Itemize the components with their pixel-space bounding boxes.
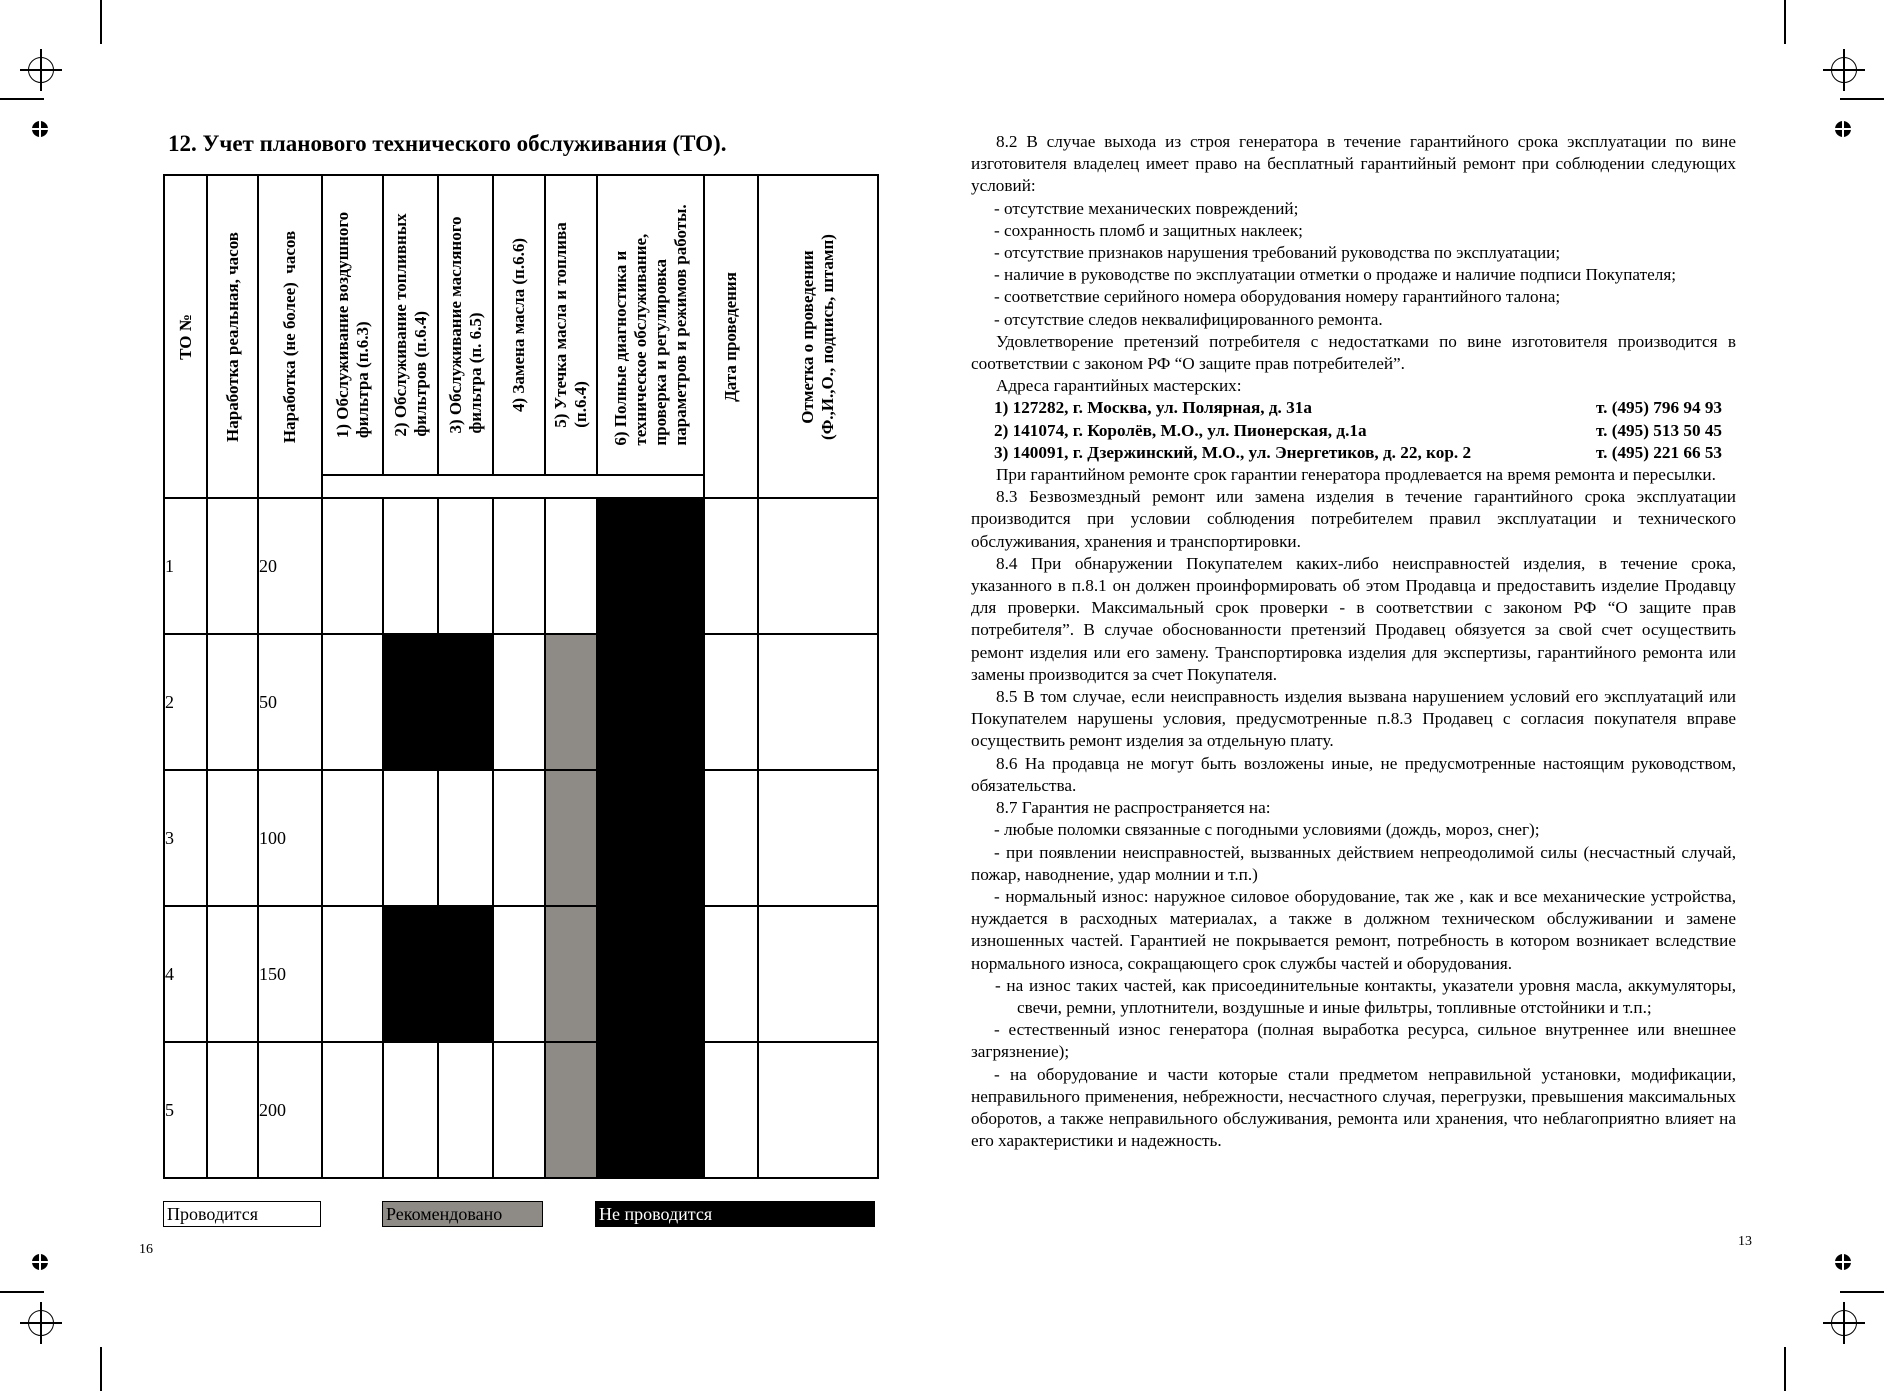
service-cell-4: [493, 770, 545, 906]
service-cell-2: [383, 906, 438, 1042]
service-cell-4: [493, 906, 545, 1042]
crop-mark: [1784, 1347, 1786, 1391]
signature-cell[interactable]: [758, 770, 878, 906]
service-cell-6: [597, 1042, 704, 1178]
max-hours: 100: [258, 770, 322, 906]
service-cell-6: [597, 770, 704, 906]
phone-number: т. (495) 796 94 93: [1596, 398, 1723, 418]
paragraph: - любые поломки связанные с погодными условиями (дождь, мороз, снег);: [994, 820, 1540, 840]
to-number: 5: [164, 1042, 207, 1178]
crop-mark: [1840, 98, 1884, 100]
service-cell-4: [493, 1042, 545, 1178]
service-cell-1: [322, 906, 383, 1042]
crop-mark: [100, 1347, 102, 1391]
to-number: 2: [164, 634, 207, 770]
paragraph: - сохранность пломб и защитных наклеек;: [994, 220, 1303, 240]
table-row: [164, 634, 878, 770]
actual-hours-cell[interactable]: [207, 498, 258, 634]
paragraph: - соответствие серийного номера оборудования номеру гарантийного талона;: [994, 287, 1561, 307]
crop-mark: [100, 0, 102, 44]
paragraph: - наличие в руководстве по эксплуатации отметки о продаже и наличие подписи Покупателя;: [994, 265, 1677, 285]
legend-not-performed: Не проводится: [595, 1201, 875, 1227]
column-header-label: 3) Обслуживание масляного фильтра (п. 6.5): [445, 216, 485, 434]
column-header-label: 1) Обслуживание воздушного фильтра (п.6.3): [332, 211, 372, 439]
service-cell-3: [438, 498, 493, 634]
date-cell[interactable]: [704, 906, 758, 1042]
service-cell-2: [383, 1042, 438, 1178]
registration-mark-icon: [1831, 1310, 1857, 1336]
to-number: 1: [164, 498, 207, 634]
page-heading: 12. Учет планового технического обслуживания (ТО).: [168, 131, 727, 156]
service-cell-6: [597, 634, 704, 770]
phone-number: т. (495) 221 66 53: [1596, 442, 1723, 462]
service-cell-2: [383, 498, 438, 634]
address-text: 1) 127282, г. Москва, ул. Полярная, д. 31а: [994, 398, 1312, 418]
actual-hours-cell[interactable]: [207, 1042, 258, 1178]
paragraph: 8.2 В случае выхода из строя генератора в течение гарантийного срока эксплуатации по вине изготовителя владелец имеет право на бесплатный гарантийный ремонт при соблюдении следующих условий:: [971, 132, 1736, 196]
registration-dot-icon: [32, 1254, 48, 1270]
column-header: [493, 175, 545, 475]
crop-mark: [0, 98, 44, 100]
to-number: 3: [164, 770, 207, 906]
phone-number: т. (495) 513 50 45: [1596, 420, 1723, 440]
column-header: [597, 175, 704, 475]
service-cell-6: [597, 498, 704, 634]
paragraph: - на износ таких частей, как присоединительные контакты, указатели уровня масла, аккумуляторы, свечи, ремни, уплотнители, воздушные и иные фильтры, топливные отстойники и т.п.;: [995, 975, 1736, 1017]
address-text: 3) 140091, г. Дзержинский, М.О., ул. Энергетиков, д. 22, кор. 2: [994, 442, 1472, 462]
address-text: 2) 141074, г. Королёв, М.О., ул. Пионерская, д.1а: [994, 420, 1367, 440]
signature-cell[interactable]: [758, 634, 878, 770]
registration-mark-icon: [28, 57, 54, 83]
paragraph: - при появлении неисправностей, вызванных действием непреодолимой силы (несчастный случай, пожар, наводнение, удар молнии и т.п.): [971, 842, 1736, 884]
paragraph: 8.5 В том случае, если неисправность изделия вызвана нарушением условий его эксплуатаций или Покупателем нарушены условия, предусмотренные п.8.3 Продавец с согласия покупателя вправе осуществить ремонт изделия за отдельную плату.: [971, 687, 1736, 751]
warranty-text: [971, 131, 1736, 1152]
actual-hours-cell[interactable]: [207, 906, 258, 1042]
paragraph: Адреса гарантийных мастерских:: [996, 376, 1242, 396]
service-cell-3: [438, 634, 493, 770]
paragraph: - отсутствие следов неквалифицированного ремонта.: [994, 309, 1383, 329]
service-cell-3: [438, 1042, 493, 1178]
table-row: [164, 770, 878, 906]
service-cell-5: [545, 1042, 597, 1178]
max-hours: 150: [258, 906, 322, 1042]
column-header-label: 4) Замена масла (п.6.6): [509, 238, 528, 412]
max-hours: 200: [258, 1042, 322, 1178]
actual-hours-cell[interactable]: [207, 634, 258, 770]
service-cell-3: [438, 770, 493, 906]
service-cell-4: [493, 634, 545, 770]
service-cell-5: [545, 498, 597, 634]
paragraph: - естественный износ генератора (полная выработка ресурса, сильное внутреннее или внешнее загрязнение);: [971, 1020, 1736, 1062]
column-header-label: 6) Полные диагностика и техническое обслуживание, проверка и регулировка параметров и режимов работы.: [610, 204, 690, 446]
service-cell-2: [383, 770, 438, 906]
column-header: [758, 175, 878, 498]
column-header: [545, 175, 597, 475]
registration-dot-icon: [1835, 121, 1851, 137]
service-address: [971, 397, 1736, 419]
column-header-label: 5) Утечка масла и топлива (п.6.4): [551, 222, 590, 428]
crop-mark: [1784, 0, 1786, 44]
column-header-label: 2) Обслуживание топливных фильтров (п.6.4): [390, 213, 430, 437]
paragraph: - нормальный износ: наружное силовое оборудование, так же , как и все механические устройства, нуждается в расходных материалах, а также в должном техническом обслуживании и замене изношенных частей. Гарантией не покрывается ремонт, потребность в котором возникает вследствие нормального износа, сокращающего срок службы частей и оборудования.: [971, 886, 1736, 973]
table-row: [164, 1042, 878, 1178]
column-header: [258, 175, 322, 498]
service-address: [971, 442, 1736, 464]
service-cell-1: [322, 1042, 383, 1178]
column-header: [704, 175, 758, 498]
column-header-label: Отметка о проведении (Ф.,И.,О., подпись, штамп): [798, 233, 837, 440]
actual-hours-cell[interactable]: [207, 770, 258, 906]
table-row: [164, 498, 878, 634]
service-cell-1: [322, 634, 383, 770]
column-header-label: Дата проведения: [721, 271, 740, 402]
column-header: [438, 175, 493, 475]
service-cell-5: [545, 906, 597, 1042]
paragraph: При гарантийном ремонте срок гарантии генератора продлевается на время ремонта и пересылки.: [996, 465, 1716, 485]
crop-mark: [1840, 1291, 1884, 1293]
service-cell-1: [322, 770, 383, 906]
signature-cell[interactable]: [758, 498, 878, 634]
service-cell-2: [383, 634, 438, 770]
date-cell[interactable]: [704, 1042, 758, 1178]
legend-performed: Проводится: [163, 1201, 321, 1227]
service-address: [971, 420, 1736, 442]
service-cell-5: [545, 770, 597, 906]
paragraph: 8.7 Гарантия не распространяется на:: [996, 798, 1271, 818]
paragraph: 8.6 На продавца не могут быть возложены иные, не предусмотренные настоящим руководством, обязательства.: [971, 753, 1736, 795]
paragraph: Удовлетворение претензий потребителя с недостатками по вине изготовителя производится в соответствии с законом РФ “О защите прав потребителей”.: [971, 331, 1736, 374]
crop-mark: [0, 1291, 44, 1293]
to-number: 4: [164, 906, 207, 1042]
registration-dot-icon: [32, 121, 48, 137]
registration-mark-icon: [1831, 57, 1857, 83]
table-row: [164, 906, 878, 1042]
paragraph: 8.3 Безвозмездный ремонт или замена изделия в течение гарантийного срока эксплуатации производится при условии соблюдения потребителем правил эксплуатации и технического обслуживания, хранения и транспортировки.: [971, 487, 1736, 551]
service-cell-4: [493, 498, 545, 634]
column-header-label: Наработка (не более) часов: [280, 230, 299, 443]
signature-cell[interactable]: [758, 906, 878, 1042]
max-hours: 50: [258, 634, 322, 770]
column-header-label: Наработка реальная, часов: [222, 231, 242, 442]
date-cell[interactable]: [704, 634, 758, 770]
service-cell-6: [597, 906, 704, 1042]
page-number-left: 16: [139, 1242, 153, 1257]
service-cell-5: [545, 634, 597, 770]
column-header: [207, 175, 258, 498]
paragraph: - на оборудование и части которые стали предметом неправильной установки, модификации, неправильного применения, небрежности, несчастного случая, перегрузки, превышения максимальных оборотов, а также неправильного обслуживания, ремонта или хранения, что неблагоприятно влияет на его характеристики и надежность.: [971, 1064, 1736, 1151]
paragraph: 8.4 При обнаружении Покупателем каких-либо неисправностей изделия, в течение срока, указанного в п.8.1 он должен проинформировать об этом Продавца и предоставить изделие Продавцу для проверки. Максимальный срок проверки - в соответствии с законом РФ “О защите прав потребителя”. В случае обоснованности претензий Продавец обязуется за свой счет осуществить ремонт изделия или его замену. Транспортировка изделия для экспертизы, гарантийного ремонта или замены производится за счет Покупателя.: [971, 553, 1736, 684]
max-hours: 20: [258, 498, 322, 634]
column-header: [164, 175, 207, 498]
legend-recommended: Рекомендовано: [382, 1201, 543, 1227]
service-cell-1: [322, 498, 383, 634]
page-number-right: 13: [1738, 1234, 1752, 1249]
signature-cell[interactable]: [758, 1042, 878, 1178]
maintenance-table: [163, 174, 879, 1179]
paragraph: - отсутствие механических повреждений;: [994, 198, 1299, 218]
column-header: [322, 175, 383, 475]
registration-mark-icon: [28, 1310, 54, 1336]
column-header-label: ТО №: [175, 313, 195, 360]
registration-dot-icon: [1835, 1254, 1851, 1270]
date-cell[interactable]: [704, 770, 758, 906]
date-cell[interactable]: [704, 498, 758, 634]
subheader-spacer: [322, 475, 704, 498]
service-cell-3: [438, 906, 493, 1042]
column-header: [383, 175, 438, 475]
paragraph: - отсутствие признаков нарушения требований руководства по эксплуатации;: [994, 243, 1561, 263]
